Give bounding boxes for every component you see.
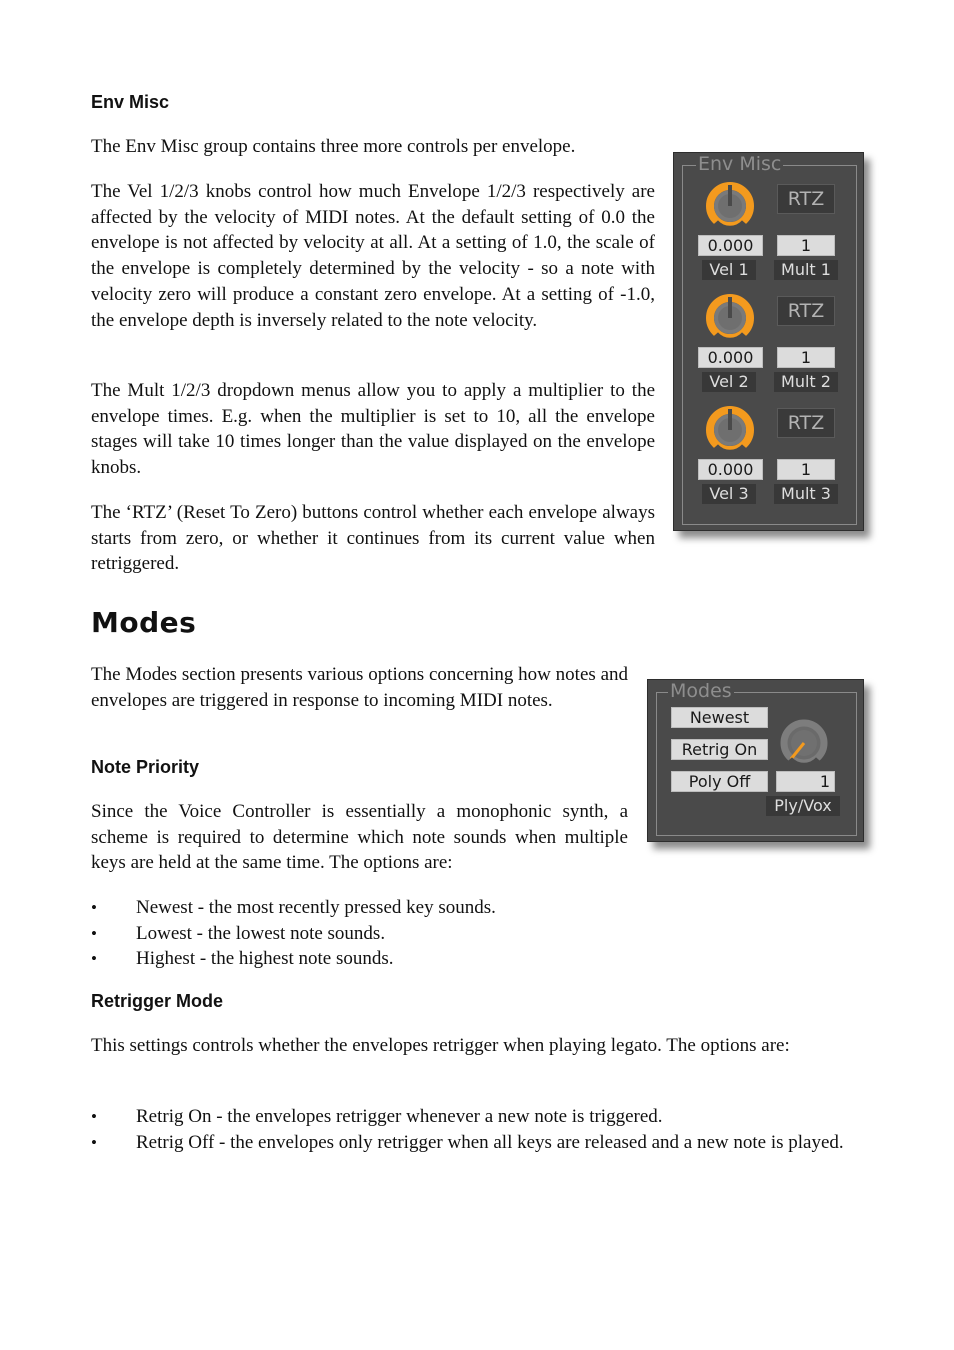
section-heading-modes: Modes	[91, 606, 197, 639]
vel-2-value[interactable]: 0.000	[698, 347, 763, 368]
rtz-3-button[interactable]: RTZ	[777, 408, 835, 438]
modes-intro: The Modes section presents various options concerning how notes and envelopes are triggered in response to incoming MIDI notes.	[91, 664, 628, 711]
vel-3-value[interactable]: 0.000	[698, 459, 763, 480]
vel-2-knob[interactable]	[705, 293, 755, 343]
vel-1-value[interactable]: 0.000	[698, 235, 763, 256]
mult-1-label: Mult 1	[774, 260, 838, 280]
note-priority-description: Since the Voice Controller is essentially a monophonic synth, a scheme is required to determine which note sounds when multiple keys are held at the same time. The options are:	[91, 801, 628, 874]
env-misc-intro: The Env Misc group contains three more controls per envelope.	[91, 136, 576, 157]
modes-panel	[647, 679, 864, 842]
note-priority-options	[91, 895, 791, 972]
poly-dropdown[interactable]: Poly Off	[671, 771, 768, 792]
mult-2-dropdown[interactable]: 1	[777, 347, 835, 368]
ply-vox-label: Ply/Vox	[766, 796, 840, 816]
list-item: • Retrig Off - the envelopes only retrigger when all keys are released and a new note is played.	[91, 1130, 862, 1156]
modes-group-title: Modes	[670, 680, 732, 702]
section-heading-env-misc: Env Misc	[91, 92, 170, 112]
env-misc-rtz-description: The ‘RTZ’ (Reset To Zero) buttons control whether each envelope always starts from zero, or whether it continues from its current value when retriggered.	[91, 502, 655, 575]
vel-1-label: Vel 1	[702, 260, 756, 280]
vel-1-knob[interactable]	[705, 181, 755, 231]
vel-2-label: Vel 2	[702, 372, 756, 392]
vel-3-label: Vel 3	[702, 484, 756, 504]
list-item: • Highest - the highest note sounds.	[91, 946, 791, 972]
mult-3-dropdown[interactable]: 1	[777, 459, 835, 480]
mult-1-dropdown[interactable]: 1	[777, 235, 835, 256]
vel-3-knob[interactable]	[705, 405, 755, 455]
env-misc-group-title: Env Misc	[698, 153, 782, 175]
list-item: • Retrig On - the envelopes retrigger whenever a new note is triggered.	[91, 1104, 862, 1130]
env-misc-panel	[673, 152, 864, 531]
ply-vox-value[interactable]: 1	[776, 771, 835, 792]
note-priority-dropdown[interactable]: Newest	[671, 707, 768, 728]
list-item: • Lowest - the lowest note sounds.	[91, 921, 791, 947]
section-heading-retrigger-mode: Retrigger Mode	[91, 991, 224, 1011]
list-item: • Newest - the most recently pressed key sounds.	[91, 895, 791, 921]
env-misc-mult-description: The Mult 1/2/3 dropdown menus allow you to apply a multiplier to the envelope times. E.g. when the multiplier is set to 10, all the envelope stages will take 10 times longer than the value displayed on the envelope knobs.	[91, 380, 655, 479]
retrigger-description: This settings controls whether the envelopes retrigger when playing legato. The options are:	[91, 1035, 790, 1056]
rtz-1-button[interactable]: RTZ	[777, 184, 835, 214]
mult-3-label: Mult 3	[774, 484, 838, 504]
section-heading-note-priority: Note Priority	[91, 757, 200, 777]
rtz-2-button[interactable]: RTZ	[777, 296, 835, 326]
env-misc-vel-description: The Vel 1/2/3 knobs control how much Envelope 1/2/3 respectively are affected by the velocity of MIDI notes. At the default setting of 0.0 the envelope is not affected by velocity at all. At a setting of 1.0, the scale of the envelope is completely determined by the velocity - so a note with velocity zero will produce a constant zero envelope. At a setting of -1.0, the envelope depth is inversely related to the note velocity.	[91, 181, 655, 331]
retrigger-dropdown[interactable]: Retrig On	[671, 739, 768, 760]
mult-2-label: Mult 2	[774, 372, 838, 392]
retrigger-options	[91, 1104, 862, 1155]
ply-vox-knob[interactable]	[779, 718, 829, 768]
